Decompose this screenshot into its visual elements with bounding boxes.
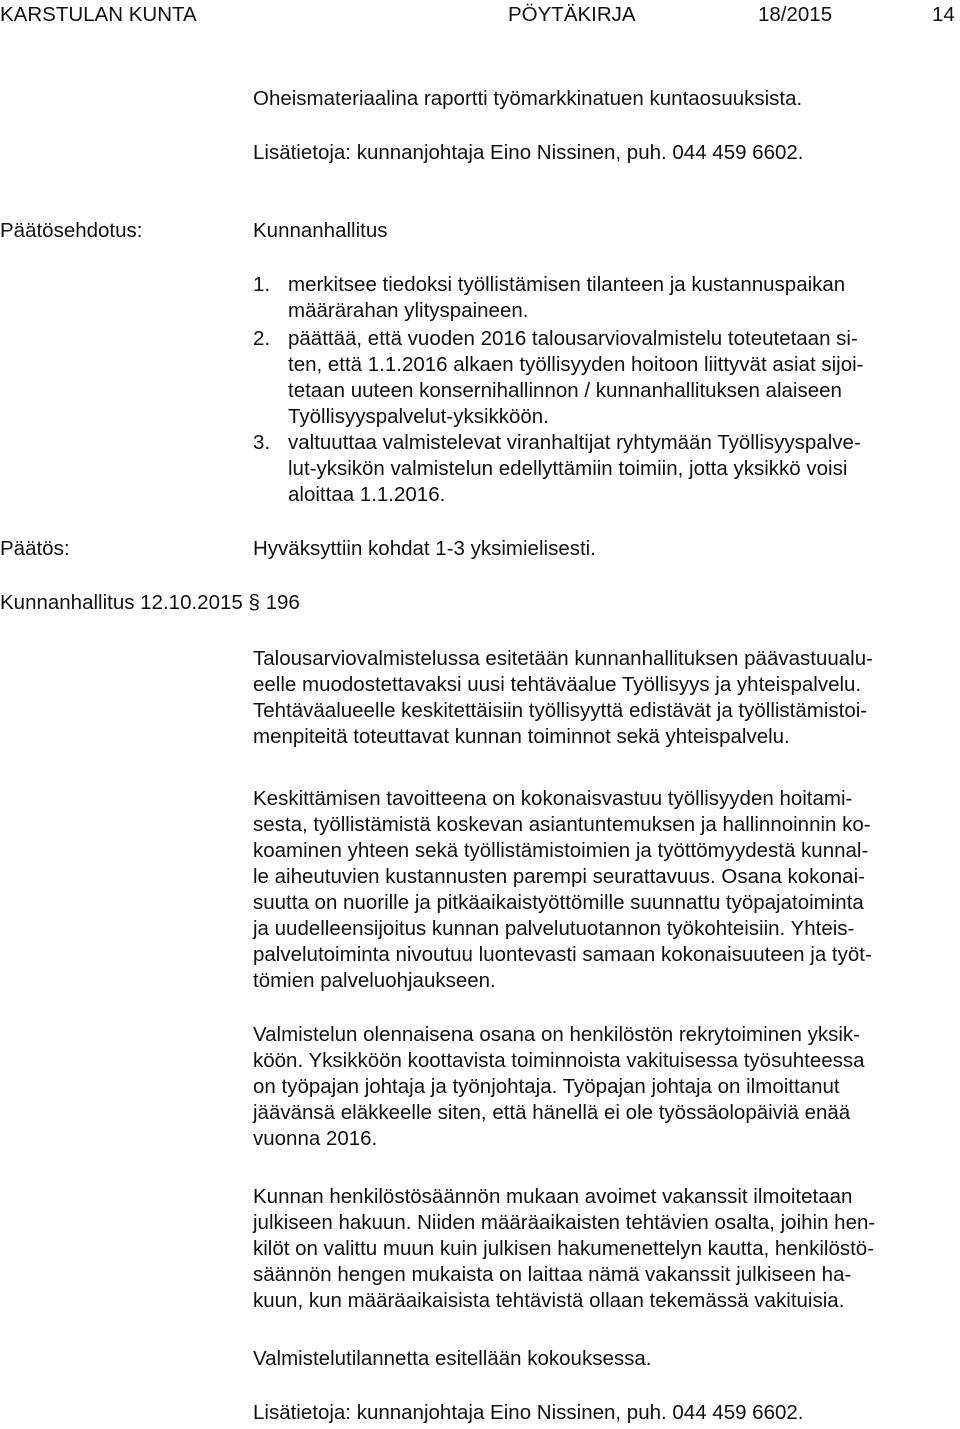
paragraph-line: Keskittämisen tavoitteena on kokonaisvastuu työllisyyden hoitami- [253,787,853,810]
item-line: merkitsee tiedoksi työllistämisen tilanteen ja kustannuspaikan [288,273,846,296]
decision-text: Hyväksyttiin kohdat 1-3 yksimielisesti. [253,537,596,560]
item-line: tetaan uuteen konsernihallinnon / kunnanhallituksen alaiseen [288,379,842,402]
item-line: määrärahan ylityspaineen. [288,299,529,322]
paragraph-line: suutta on nuorille ja pitkäaikaistyöttömille suunnattu työpajatoiminta [253,891,864,914]
paragraph-line: menpiteitä toteuttavat kunnan toiminnot sekä yhteispalvelu. [253,725,790,748]
paragraph-line: köön. Yksikköön koottavista toiminnoista vakituisessa työsuhteessa [253,1049,865,1072]
proposal-body: Kunnanhallitus [253,219,388,242]
paragraph-line: säännön hengen mukaista on laittaa nämä vakanssit julkiseen ha- [253,1263,852,1286]
paragraph-line: julkiseen hakuun. Niiden määräaikaisten tehtävien osalta, joihin hen- [253,1211,876,1234]
item-line: päättää, että vuoden 2016 talousarviovalmistelu toteutetaan si- [288,327,858,350]
meeting-reference: Kunnanhallitus 12.10.2015 § 196 [0,591,300,614]
paragraph-line: Talousarviovalmistelussa esitetään kunnanhallituksen päävastuualu- [253,647,873,670]
item-number: 2. [253,327,271,350]
proposal-label: Päätösehdotus: [0,219,143,242]
item-number: 1. [253,273,271,296]
paragraph-line: Valmistelun olennaisena osana on henkilöstön rekrytoiminen yksik- [253,1023,860,1046]
paragraph-line: vuonna 2016. [253,1127,378,1150]
document-type: PÖYTÄKIRJA [508,3,636,26]
paragraph-line: Valmistelutilannetta esitellään kokouksessa. [253,1347,652,1370]
paragraph-line: koaminen yhteen sekä työllistämistoimien ja työttömyydestä kunnal- [253,839,869,862]
paragraph-line: kilöt on valittu muun kuin julkisen hakumenettelyn kautta, henkilöstö- [253,1237,875,1260]
decision-label: Päätös: [0,537,70,560]
organization-name: KARSTULAN KUNTA [0,3,197,26]
paragraph-line: on työpajan johtaja ja työnjohtaja. Työpajan johtaja on ilmoittanut [253,1075,840,1098]
item-line: lut-yksikön valmistelun edellyttämiin toimiin, jotta yksikkö voisi [288,457,848,480]
item-line: valtuuttaa valmistelevat viranhaltijat ryhtymään Työllisyyspalve- [288,431,861,454]
paragraph-line: le aiheutuvien kustannusten parempi seurattavuus. Osana kokonai- [253,865,865,888]
paragraph-line: Kunnan henkilöstösäännön mukaan avoimet vakanssit ilmoitetaan [253,1185,853,1208]
paragraph-line: Tehtäväalueelle keskitettäisiin työllisyyttä edistävät ja työllistämistoi- [253,699,868,722]
attachment-note: Oheismateriaalina raportti työmarkkinatuen kuntaosuuksista. [253,87,803,110]
item-line: aloittaa 1.1.2016. [288,483,446,506]
page-number: 14 [932,3,955,26]
paragraph-line: ja uudelleensijoitus kunnan palvelutuotannon työkohteisiin. Yhteis- [253,917,855,940]
paragraph-line: tömien palveluohjaukseen. [253,969,496,992]
paragraph-line: eelle muodostettavaksi uusi tehtäväalue Työllisyys ja yhteispalvelu. [253,673,862,696]
paragraph-line: kuun, kun määräaikaisista tehtävistä ollaan tekemässä vakituisia. [253,1289,845,1312]
item-line: ten, että 1.1.2016 alkaen työllisyyden hoitoon liittyvät asiat sijoi- [288,353,864,376]
paragraph-line: sesta, työllistämistä koskevan asiantuntemuksen ja hallinnoinnin ko- [253,813,871,836]
closing-contact-info: Lisätietoja: kunnanjohtaja Eino Nissinen, puh. 044 459 6602. [253,1401,804,1424]
page-header [0,2,960,28]
paragraph-line: jäävänsä eläkkeelle siten, että hänellä ei ole työssäolopäiviä enää [253,1101,851,1124]
item-number: 3. [253,431,271,454]
item-line: Työllisyyspalvelut-yksikköön. [288,405,549,428]
contact-info: Lisätietoja: kunnanjohtaja Eino Nissinen, puh. 044 459 6602. [253,141,804,164]
document-number: 18/2015 [758,3,833,26]
paragraph-line: palvelutoiminta nivoutuu luontevasti samaan kokonaisuuteen ja työt- [253,943,872,966]
